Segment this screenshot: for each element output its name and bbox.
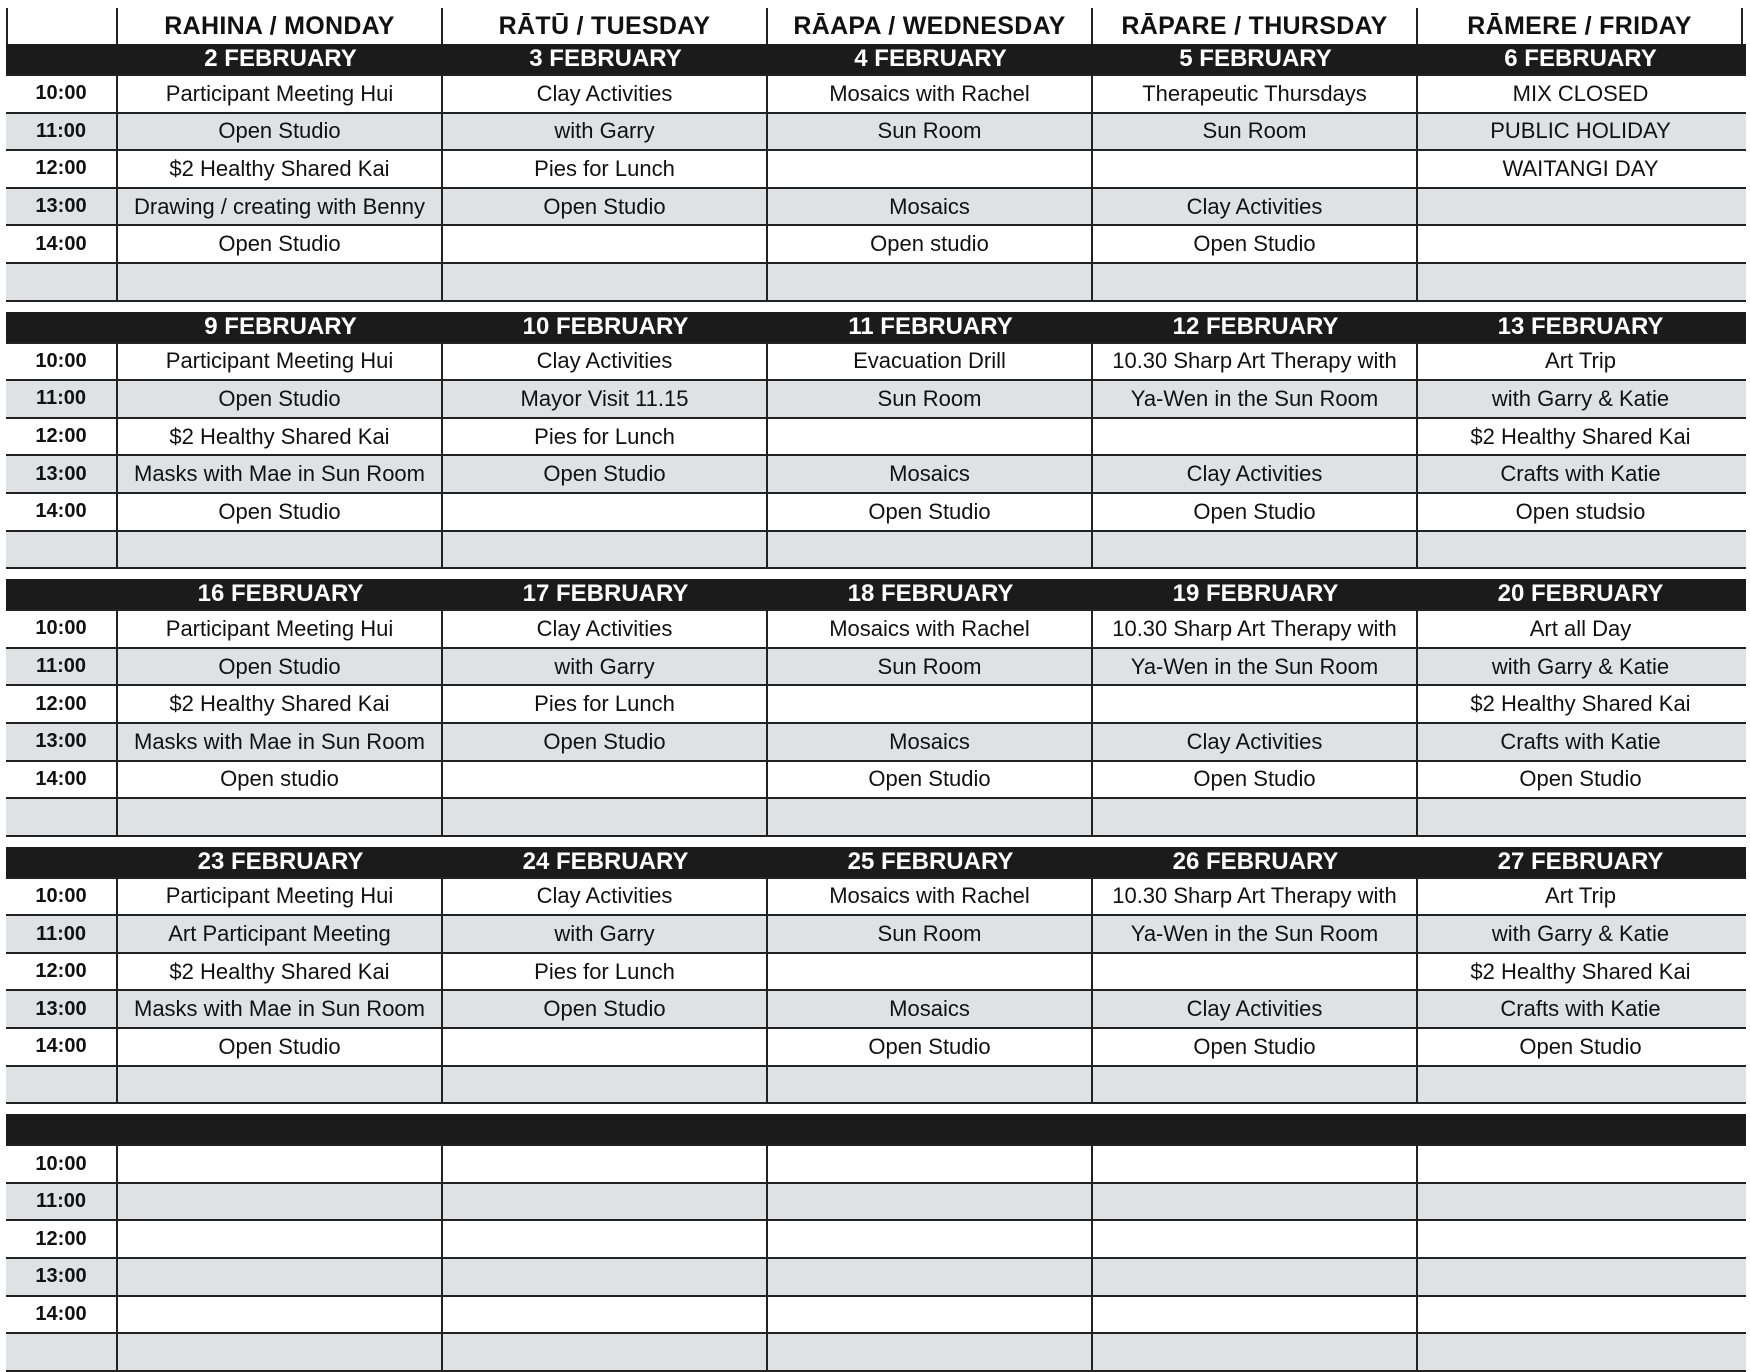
- date-label: 2 FEBRUARY: [204, 45, 357, 72]
- week-block: [6, 847, 1746, 1105]
- activity-cell: Clay Activities: [443, 611, 768, 647]
- activity-cell: [443, 264, 768, 300]
- time-label: 11:00: [6, 649, 118, 685]
- time-row: [6, 1067, 1746, 1105]
- day-header-friday: RĀMERE / FRIDAY: [1418, 8, 1743, 44]
- day-header-row: [6, 8, 1746, 44]
- time-row: [6, 1297, 1746, 1335]
- activity-cell: $2 Healthy Shared Kai: [1470, 423, 1691, 449]
- activity-cell: Open Studio: [768, 494, 1093, 530]
- time-label: 10:00: [6, 611, 118, 647]
- activity-cell: with Garry: [443, 649, 768, 685]
- activity-cell: Clay Activities: [443, 344, 768, 380]
- activity-cell: [1093, 686, 1418, 722]
- time-row: [6, 991, 1746, 1029]
- activity-cell: [1418, 532, 1743, 568]
- activity-cell: $2 Healthy Shared Kai: [1470, 958, 1691, 984]
- activity-cell: [1093, 799, 1418, 835]
- time-row: [6, 494, 1746, 532]
- date-bar-spacer: [6, 44, 118, 74]
- time-row: [6, 189, 1746, 227]
- activity-cell: Open Studio: [1093, 494, 1418, 530]
- activity-cell: Drawing / creating with Benny: [118, 189, 443, 225]
- week-block: [6, 312, 1746, 570]
- activity-cell: [443, 494, 768, 530]
- day-header-tuesday: RĀTŪ / TUESDAY: [443, 8, 768, 44]
- activity-cell: Participant Meeting Hui: [118, 879, 443, 915]
- time-row: [6, 226, 1746, 264]
- time-label: [6, 1067, 118, 1103]
- date-label: 27 FEBRUARY: [1497, 847, 1664, 875]
- date-label: 3 FEBRUARY: [529, 45, 682, 72]
- time-row: [6, 342, 1746, 382]
- activity-cell: [443, 1297, 768, 1333]
- time-label: 13:00: [6, 1259, 118, 1295]
- activity-cell: [1418, 226, 1743, 262]
- activity-cell: [768, 954, 1093, 990]
- activity-cell: Mosaics: [768, 724, 1093, 760]
- activity-cell: [443, 1221, 768, 1257]
- activity-cell: Pies for Lunch: [443, 419, 768, 455]
- activity-cell: Open Studio: [443, 189, 768, 225]
- activity-cell: [768, 1334, 1093, 1370]
- corner-cell: [6, 8, 118, 44]
- day-header-monday: RAHINA / MONDAY: [118, 8, 443, 44]
- activity-cell: Mosaics: [768, 456, 1093, 492]
- activity-cell: Art Participant Meeting: [118, 916, 443, 952]
- activity-cell: Open Studio: [443, 456, 768, 492]
- time-label: [6, 1334, 118, 1370]
- activity-cell: [1093, 1259, 1418, 1295]
- activity-cell: Open Studio: [1519, 1033, 1642, 1059]
- activity-cell: Art all Day: [1529, 615, 1632, 641]
- timetable: [6, 8, 1746, 1372]
- activity-cell: Therapeutic Thursdays: [1093, 76, 1418, 112]
- date-label: 26 FEBRUARY: [1172, 847, 1339, 875]
- time-label: 12:00: [6, 686, 118, 722]
- time-row: [6, 762, 1746, 800]
- activity-cell: $2 Healthy Shared Kai: [118, 419, 443, 455]
- time-label: 11:00: [6, 114, 118, 150]
- time-label: 10:00: [6, 1146, 118, 1182]
- time-label: 13:00: [6, 991, 118, 1027]
- time-row: [6, 1259, 1746, 1297]
- activity-cell: Mosaics: [768, 991, 1093, 1027]
- time-label: 12:00: [6, 151, 118, 187]
- time-row: [6, 799, 1746, 837]
- activity-cell: [768, 1259, 1093, 1295]
- time-row: [6, 954, 1746, 992]
- activity-cell: Open Studio: [443, 724, 768, 760]
- activity-cell: [443, 1029, 768, 1065]
- time-label: 11:00: [6, 916, 118, 952]
- activity-cell: with Garry & Katie: [1491, 385, 1670, 411]
- date-label: 10 FEBRUARY: [522, 312, 689, 340]
- time-row: [6, 1144, 1746, 1184]
- date-label: 19 FEBRUARY: [1172, 580, 1339, 608]
- activity-cell: Masks with Mae in Sun Room: [118, 991, 443, 1027]
- activity-cell: Open Studio: [118, 649, 443, 685]
- activity-cell: Open Studio: [1519, 766, 1642, 792]
- date-label: [1093, 1114, 1418, 1144]
- activity-cell: Pies for Lunch: [443, 686, 768, 722]
- date-label: 6 FEBRUARY: [1504, 45, 1657, 72]
- activity-cell: Clay Activities: [1093, 991, 1418, 1027]
- date-label: 16 FEBRUARY: [197, 580, 364, 608]
- time-row: [6, 877, 1746, 917]
- activity-cell: [768, 1067, 1093, 1103]
- activity-cell: [1093, 264, 1418, 300]
- activity-cell: Open Studio: [1093, 1029, 1418, 1065]
- activity-cell: $2 Healthy Shared Kai: [1470, 691, 1691, 717]
- time-label: 12:00: [6, 1221, 118, 1257]
- activity-cell: WAITANGI DAY: [1502, 155, 1659, 181]
- time-label: 11:00: [6, 1184, 118, 1220]
- activity-cell: Open Studio: [1093, 762, 1418, 798]
- time-label: 11:00: [6, 381, 118, 417]
- activity-cell: with Garry & Katie: [1491, 921, 1670, 947]
- activity-cell: [768, 686, 1093, 722]
- activity-cell: Clay Activities: [1093, 456, 1418, 492]
- date-label: 9 FEBRUARY: [204, 312, 357, 340]
- activity-cell: [1093, 532, 1418, 568]
- activity-cell: [1093, 1334, 1418, 1370]
- time-row: [6, 532, 1746, 570]
- time-label: 10:00: [6, 344, 118, 380]
- activity-cell: with Garry: [443, 916, 768, 952]
- activity-cell: Open studsio: [1515, 498, 1646, 524]
- activity-cell: Clay Activities: [1093, 724, 1418, 760]
- activity-cell: [768, 532, 1093, 568]
- weeks-container: [6, 44, 1746, 1372]
- date-label: [118, 1114, 443, 1144]
- date-bar-spacer: [6, 847, 118, 877]
- date-bar: [6, 1114, 1746, 1144]
- activity-cell: [768, 151, 1093, 187]
- week-block: [6, 44, 1746, 302]
- activity-cell: Pies for Lunch: [443, 954, 768, 990]
- activity-cell: 10.30 Sharp Art Therapy with: [1093, 879, 1418, 915]
- activity-cell: Open studio: [118, 762, 443, 798]
- date-bar: [6, 312, 1746, 342]
- time-label: 13:00: [6, 724, 118, 760]
- activity-cell: [443, 1259, 768, 1295]
- time-label: 14:00: [6, 494, 118, 530]
- activity-cell: [443, 1184, 768, 1220]
- date-label: 25 FEBRUARY: [847, 847, 1014, 875]
- date-label: 13 FEBRUARY: [1497, 312, 1664, 340]
- time-label: 10:00: [6, 879, 118, 915]
- activity-cell: Participant Meeting Hui: [118, 611, 443, 647]
- time-row: [6, 456, 1746, 494]
- time-row: [6, 419, 1746, 457]
- time-label: 14:00: [6, 762, 118, 798]
- activity-cell: [443, 1067, 768, 1103]
- day-header-thursday: RĀPARE / THURSDAY: [1093, 8, 1418, 44]
- date-label: 17 FEBRUARY: [522, 580, 689, 608]
- time-row: [6, 264, 1746, 302]
- activity-cell: Open Studio: [118, 114, 443, 150]
- activity-cell: [1418, 1334, 1743, 1370]
- activity-cell: Mosaics: [768, 189, 1093, 225]
- time-row: [6, 114, 1746, 152]
- activity-cell: [443, 762, 768, 798]
- activity-cell: Open Studio: [768, 762, 1093, 798]
- activity-cell: [1093, 1221, 1418, 1257]
- activity-cell: [118, 1297, 443, 1333]
- activity-cell: Pies for Lunch: [443, 151, 768, 187]
- date-bar-spacer: [6, 1114, 118, 1144]
- activity-cell: [1418, 264, 1743, 300]
- activity-cell: with Garry: [443, 114, 768, 150]
- date-label: 18 FEBRUARY: [847, 580, 1014, 608]
- time-label: 13:00: [6, 456, 118, 492]
- activity-cell: [443, 1146, 768, 1182]
- activity-cell: Sun Room: [768, 114, 1093, 150]
- activity-cell: [443, 1334, 768, 1370]
- activity-cell: [443, 226, 768, 262]
- activity-cell: with Garry & Katie: [1491, 653, 1670, 679]
- activity-cell: Participant Meeting Hui: [118, 344, 443, 380]
- activity-cell: Open Studio: [443, 991, 768, 1027]
- activity-cell: [1418, 1259, 1743, 1295]
- activity-cell: Sun Room: [1093, 114, 1418, 150]
- date-label: [1418, 1114, 1743, 1144]
- activity-cell: Ya-Wen in the Sun Room: [1093, 916, 1418, 952]
- activity-cell: Open Studio: [1093, 226, 1418, 262]
- activity-cell: [768, 1146, 1093, 1182]
- activity-cell: [768, 419, 1093, 455]
- activity-cell: [1418, 1146, 1743, 1182]
- activity-cell: $2 Healthy Shared Kai: [118, 151, 443, 187]
- activity-cell: Mayor Visit 11.15: [443, 381, 768, 417]
- activity-cell: Mosaics with Rachel: [768, 76, 1093, 112]
- activity-cell: Sun Room: [768, 649, 1093, 685]
- time-row: [6, 151, 1746, 189]
- time-label: 10:00: [6, 76, 118, 112]
- time-label: [6, 264, 118, 300]
- time-label: 12:00: [6, 954, 118, 990]
- week-block: [6, 1114, 1746, 1372]
- activity-cell: [1418, 1184, 1743, 1220]
- time-row: [6, 724, 1746, 762]
- activity-cell: MIX CLOSED: [1512, 80, 1649, 106]
- activity-cell: Art Trip: [1545, 883, 1616, 909]
- time-row: [6, 1184, 1746, 1222]
- activity-cell: [1093, 419, 1418, 455]
- activity-cell: [768, 799, 1093, 835]
- activity-cell: Open Studio: [768, 1029, 1093, 1065]
- time-row: [6, 649, 1746, 687]
- time-row: [6, 381, 1746, 419]
- activity-cell: [1093, 1146, 1418, 1182]
- activity-cell: Masks with Mae in Sun Room: [118, 724, 443, 760]
- activity-cell: $2 Healthy Shared Kai: [118, 686, 443, 722]
- activity-cell: Ya-Wen in the Sun Room: [1093, 649, 1418, 685]
- time-row: [6, 686, 1746, 724]
- activity-cell: [768, 1184, 1093, 1220]
- activity-cell: 10.30 Sharp Art Therapy with: [1093, 611, 1418, 647]
- date-label: 24 FEBRUARY: [522, 847, 689, 875]
- activity-cell: [768, 1297, 1093, 1333]
- activity-cell: [1093, 1067, 1418, 1103]
- activity-cell: [443, 799, 768, 835]
- activity-cell: Open Studio: [118, 1029, 443, 1065]
- activity-cell: [118, 532, 443, 568]
- activity-cell: Clay Activities: [1093, 189, 1418, 225]
- activity-cell: [768, 1221, 1093, 1257]
- date-label: 12 FEBRUARY: [1172, 312, 1339, 340]
- activity-cell: Sun Room: [768, 381, 1093, 417]
- activity-cell: Sun Room: [768, 916, 1093, 952]
- activity-cell: Open Studio: [118, 494, 443, 530]
- activity-cell: Evacuation Drill: [768, 344, 1093, 380]
- activity-cell: [768, 264, 1093, 300]
- time-label: 14:00: [6, 1297, 118, 1333]
- activity-cell: Open Studio: [118, 381, 443, 417]
- activity-cell: [118, 1067, 443, 1103]
- time-row: [6, 1221, 1746, 1259]
- date-bar-spacer: [6, 312, 118, 342]
- time-row: [6, 609, 1746, 649]
- activity-cell: [118, 264, 443, 300]
- time-row: [6, 1334, 1746, 1372]
- activity-cell: [118, 1259, 443, 1295]
- activity-cell: [1418, 1067, 1743, 1103]
- activity-cell: [118, 1184, 443, 1220]
- activity-cell: [1418, 1221, 1743, 1257]
- activity-cell: [443, 532, 768, 568]
- activity-cell: [1093, 954, 1418, 990]
- date-label: 23 FEBRUARY: [197, 847, 364, 875]
- activity-cell: Crafts with Katie: [1500, 996, 1661, 1022]
- activity-cell: Mosaics with Rachel: [768, 879, 1093, 915]
- activity-cell: [118, 1334, 443, 1370]
- activity-cell: Open studio: [768, 226, 1093, 262]
- time-label: 12:00: [6, 419, 118, 455]
- activity-cell: [1093, 151, 1418, 187]
- time-row: [6, 74, 1746, 114]
- activity-cell: Mosaics with Rachel: [768, 611, 1093, 647]
- activity-cell: $2 Healthy Shared Kai: [118, 954, 443, 990]
- time-row: [6, 916, 1746, 954]
- time-label: 13:00: [6, 189, 118, 225]
- activity-cell: Clay Activities: [443, 879, 768, 915]
- activity-cell: Participant Meeting Hui: [118, 76, 443, 112]
- activity-cell: [118, 1146, 443, 1182]
- time-label: 14:00: [6, 226, 118, 262]
- activity-cell: [118, 1221, 443, 1257]
- week-block: [6, 579, 1746, 837]
- date-label: 11 FEBRUARY: [848, 312, 1013, 340]
- activity-cell: [118, 799, 443, 835]
- activity-cell: Crafts with Katie: [1500, 728, 1661, 754]
- activity-cell: [1418, 189, 1743, 225]
- date-bar-spacer: [6, 579, 118, 609]
- activity-cell: [1093, 1297, 1418, 1333]
- time-label: [6, 799, 118, 835]
- time-row: [6, 1029, 1746, 1067]
- activity-cell: PUBLIC HOLIDAY: [1490, 118, 1671, 144]
- date-label: [768, 1114, 1093, 1144]
- time-label: 14:00: [6, 1029, 118, 1065]
- time-label: [6, 532, 118, 568]
- date-label: 4 FEBRUARY: [854, 45, 1007, 72]
- activity-cell: [1093, 1184, 1418, 1220]
- activity-cell: Masks with Mae in Sun Room: [118, 456, 443, 492]
- date-bar: [6, 44, 1746, 74]
- day-header-wednesday: RĀAPA / WEDNESDAY: [768, 8, 1093, 44]
- date-label: [443, 1114, 768, 1144]
- activity-cell: Art Trip: [1545, 348, 1616, 374]
- activity-cell: Open Studio: [118, 226, 443, 262]
- activity-cell: Crafts with Katie: [1500, 461, 1661, 487]
- date-bar: [6, 579, 1746, 609]
- activity-cell: [1418, 1297, 1743, 1333]
- activity-cell: 10.30 Sharp Art Therapy with: [1093, 344, 1418, 380]
- date-label: 20 FEBRUARY: [1497, 580, 1664, 608]
- date-label: 5 FEBRUARY: [1179, 45, 1332, 72]
- date-bar: [6, 847, 1746, 877]
- activity-cell: Ya-Wen in the Sun Room: [1093, 381, 1418, 417]
- activity-cell: [1418, 799, 1743, 835]
- activity-cell: Clay Activities: [443, 76, 768, 112]
